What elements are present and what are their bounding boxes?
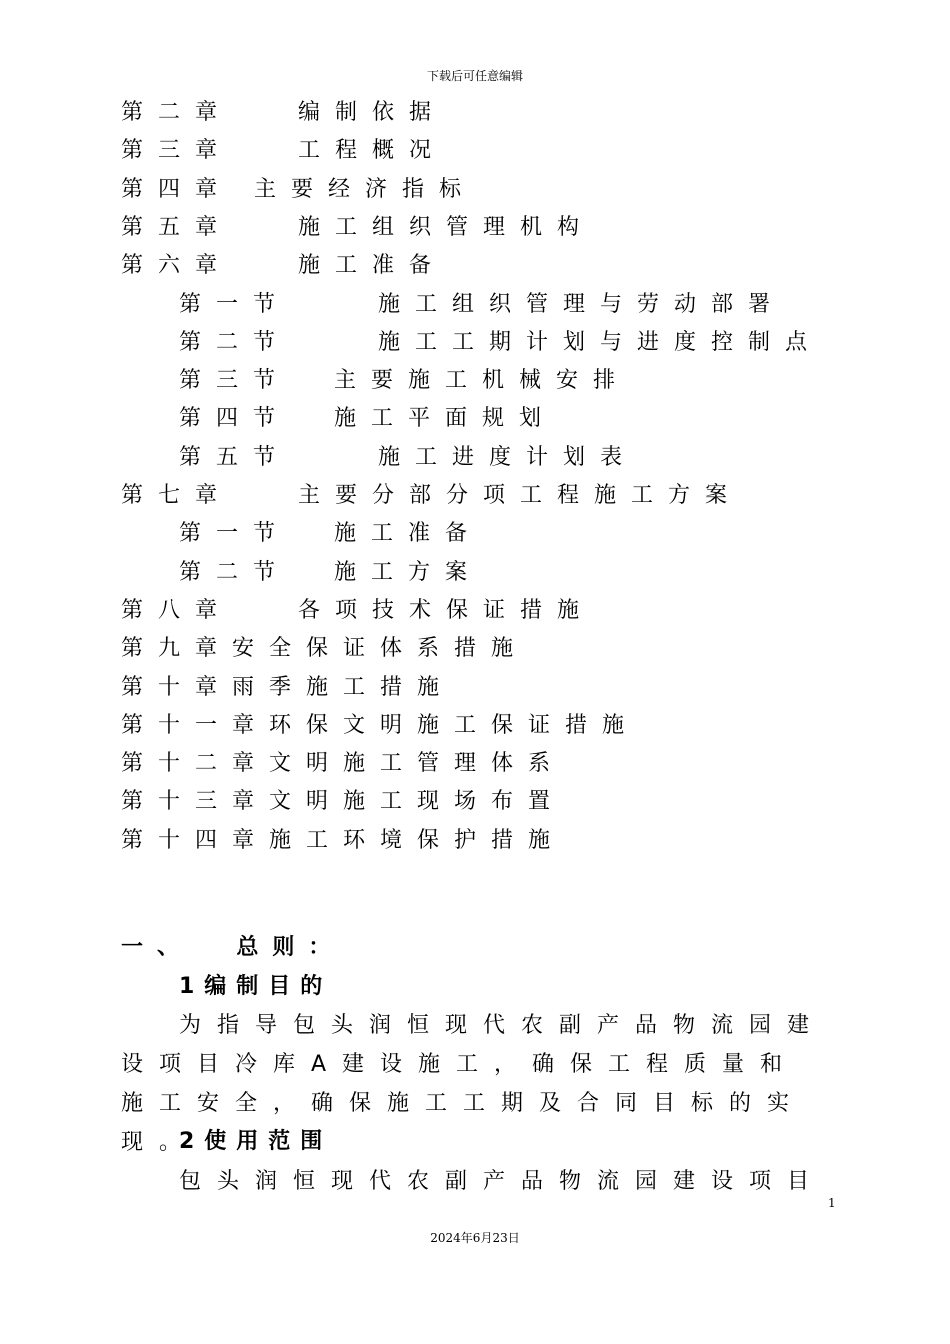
toc-entry-gap xyxy=(290,445,378,470)
page-header: 下载后可任意编辑 xyxy=(426,69,523,83)
toc-entry-gap xyxy=(232,138,298,163)
toc-entry-gap xyxy=(290,368,334,393)
toc-entry-gap xyxy=(290,406,334,431)
toc-entry-gap xyxy=(232,598,298,623)
toc-entry-label: 第三章 xyxy=(121,138,233,164)
toc-entry-title: 主要分部分项工程施工方案 xyxy=(298,483,743,508)
toc-entry-label: 第二章 xyxy=(121,100,233,125)
section-heading: 一、 总则： xyxy=(121,935,345,960)
toc-entry xyxy=(121,596,594,626)
toc-entry-label: 第三节 xyxy=(179,368,291,394)
toc-entry-label: 第二节 xyxy=(179,329,291,355)
toc-entry xyxy=(179,404,556,434)
toc-entry-title: 文明施工现场布置 xyxy=(269,789,566,815)
toc-entry-label: 第十二章 xyxy=(121,751,270,777)
toc-entry-gap xyxy=(290,292,378,317)
toc-entry-title: 施工方案 xyxy=(334,559,483,585)
toc-entry-title: 各项技术保证措施 xyxy=(298,597,595,623)
toc-entry-label: 第十章 xyxy=(121,674,233,700)
toc-entry-title: 施工准备 xyxy=(334,521,483,547)
toc-entry xyxy=(179,366,630,396)
toc-entry xyxy=(121,634,528,664)
toc-entry-label: 第九章 xyxy=(121,636,233,662)
subsection-heading-purpose: 1编制目的 xyxy=(179,974,333,999)
toc-entry-title: 主要施工机械安排 xyxy=(334,368,631,394)
toc-entry-gap xyxy=(232,215,298,240)
toc-entry xyxy=(121,251,446,281)
paragraph-scope: 包头润恒现代农副产品物流园建设项目 xyxy=(179,1169,826,1194)
toc-entry-title: 施工进度计划表 xyxy=(378,444,638,470)
toc-entry-label: 第四章 xyxy=(121,176,233,202)
toc-entry-label: 第四节 xyxy=(179,406,291,432)
toc-entry-title: 主要经济指标 xyxy=(254,176,477,202)
toc-entry xyxy=(179,290,785,320)
toc-entry-title: 编制依据 xyxy=(298,100,447,125)
toc-entry-title: 施工组织管理机构 xyxy=(298,214,595,240)
toc-entry-label: 第五章 xyxy=(121,214,233,240)
toc-entry xyxy=(121,826,565,856)
toc-entry-gap xyxy=(290,521,334,546)
toc-entry xyxy=(121,787,565,817)
toc-entry xyxy=(179,443,637,473)
toc-entry xyxy=(121,711,639,741)
subsection-heading-scope: 2使用范围 xyxy=(179,1129,333,1154)
toc-entry xyxy=(121,136,446,166)
toc-entry-title: 施工准备 xyxy=(298,253,447,279)
toc-entry-gap xyxy=(290,330,378,355)
toc-entry-gap xyxy=(232,100,298,125)
toc-entry xyxy=(179,519,482,549)
toc-entry xyxy=(121,749,565,779)
toc-entry-gap xyxy=(232,253,298,278)
toc-entry xyxy=(121,98,446,128)
toc-entry-title: 文明施工管理体系 xyxy=(269,751,566,777)
page-footer-date: 2024年6月23日 xyxy=(430,1231,520,1245)
toc-entry-title: 环保文明施工保证措施 xyxy=(269,712,640,738)
toc-entry-label: 第八章 xyxy=(121,597,233,623)
toc-entry-title: 施工组织管理与劳动部署 xyxy=(378,291,786,317)
toc-entry xyxy=(179,558,482,588)
toc-entry-title: 施工平面规划 xyxy=(334,406,557,432)
toc-entry-label: 第六章 xyxy=(121,253,233,279)
toc-entry xyxy=(121,175,476,205)
toc-entry xyxy=(121,481,742,511)
toc-entry-title: 施工工期计划与进度控制点 xyxy=(378,329,823,355)
toc-entry-gap xyxy=(232,177,254,202)
toc-entry-label: 第一节 xyxy=(179,291,291,317)
toc-entry-label: 第二节 xyxy=(179,559,291,585)
toc-entry-title: 安全保证体系措施 xyxy=(232,636,529,662)
toc-entry-title: 施工环境保护措施 xyxy=(269,827,566,853)
toc-entry xyxy=(121,213,594,243)
toc-entry-label: 第十四章 xyxy=(121,827,270,853)
paragraph-purpose: 为指导包头润恒现代农副产品物流园建设项目冷库A建设施工，确保工程质量和施工安全，确保施工工期及合同目标的实现。 xyxy=(121,1013,826,1155)
toc-entry-label: 第一节 xyxy=(179,521,291,547)
toc-entry-gap xyxy=(232,483,298,508)
toc-entry-title: 雨季施工措施 xyxy=(232,674,455,700)
toc-entry-label: 第七章 xyxy=(121,483,233,508)
toc-entry-label: 第十三章 xyxy=(121,789,270,815)
toc-entry-gap xyxy=(290,560,334,585)
toc-entry-label: 第五节 xyxy=(179,444,291,470)
toc-entry-title: 工程概况 xyxy=(298,138,447,164)
toc-entry xyxy=(179,328,822,358)
toc-entry-label: 第十一章 xyxy=(121,712,270,738)
page-number: 1 xyxy=(828,1196,836,1210)
toc-entry xyxy=(121,673,454,703)
